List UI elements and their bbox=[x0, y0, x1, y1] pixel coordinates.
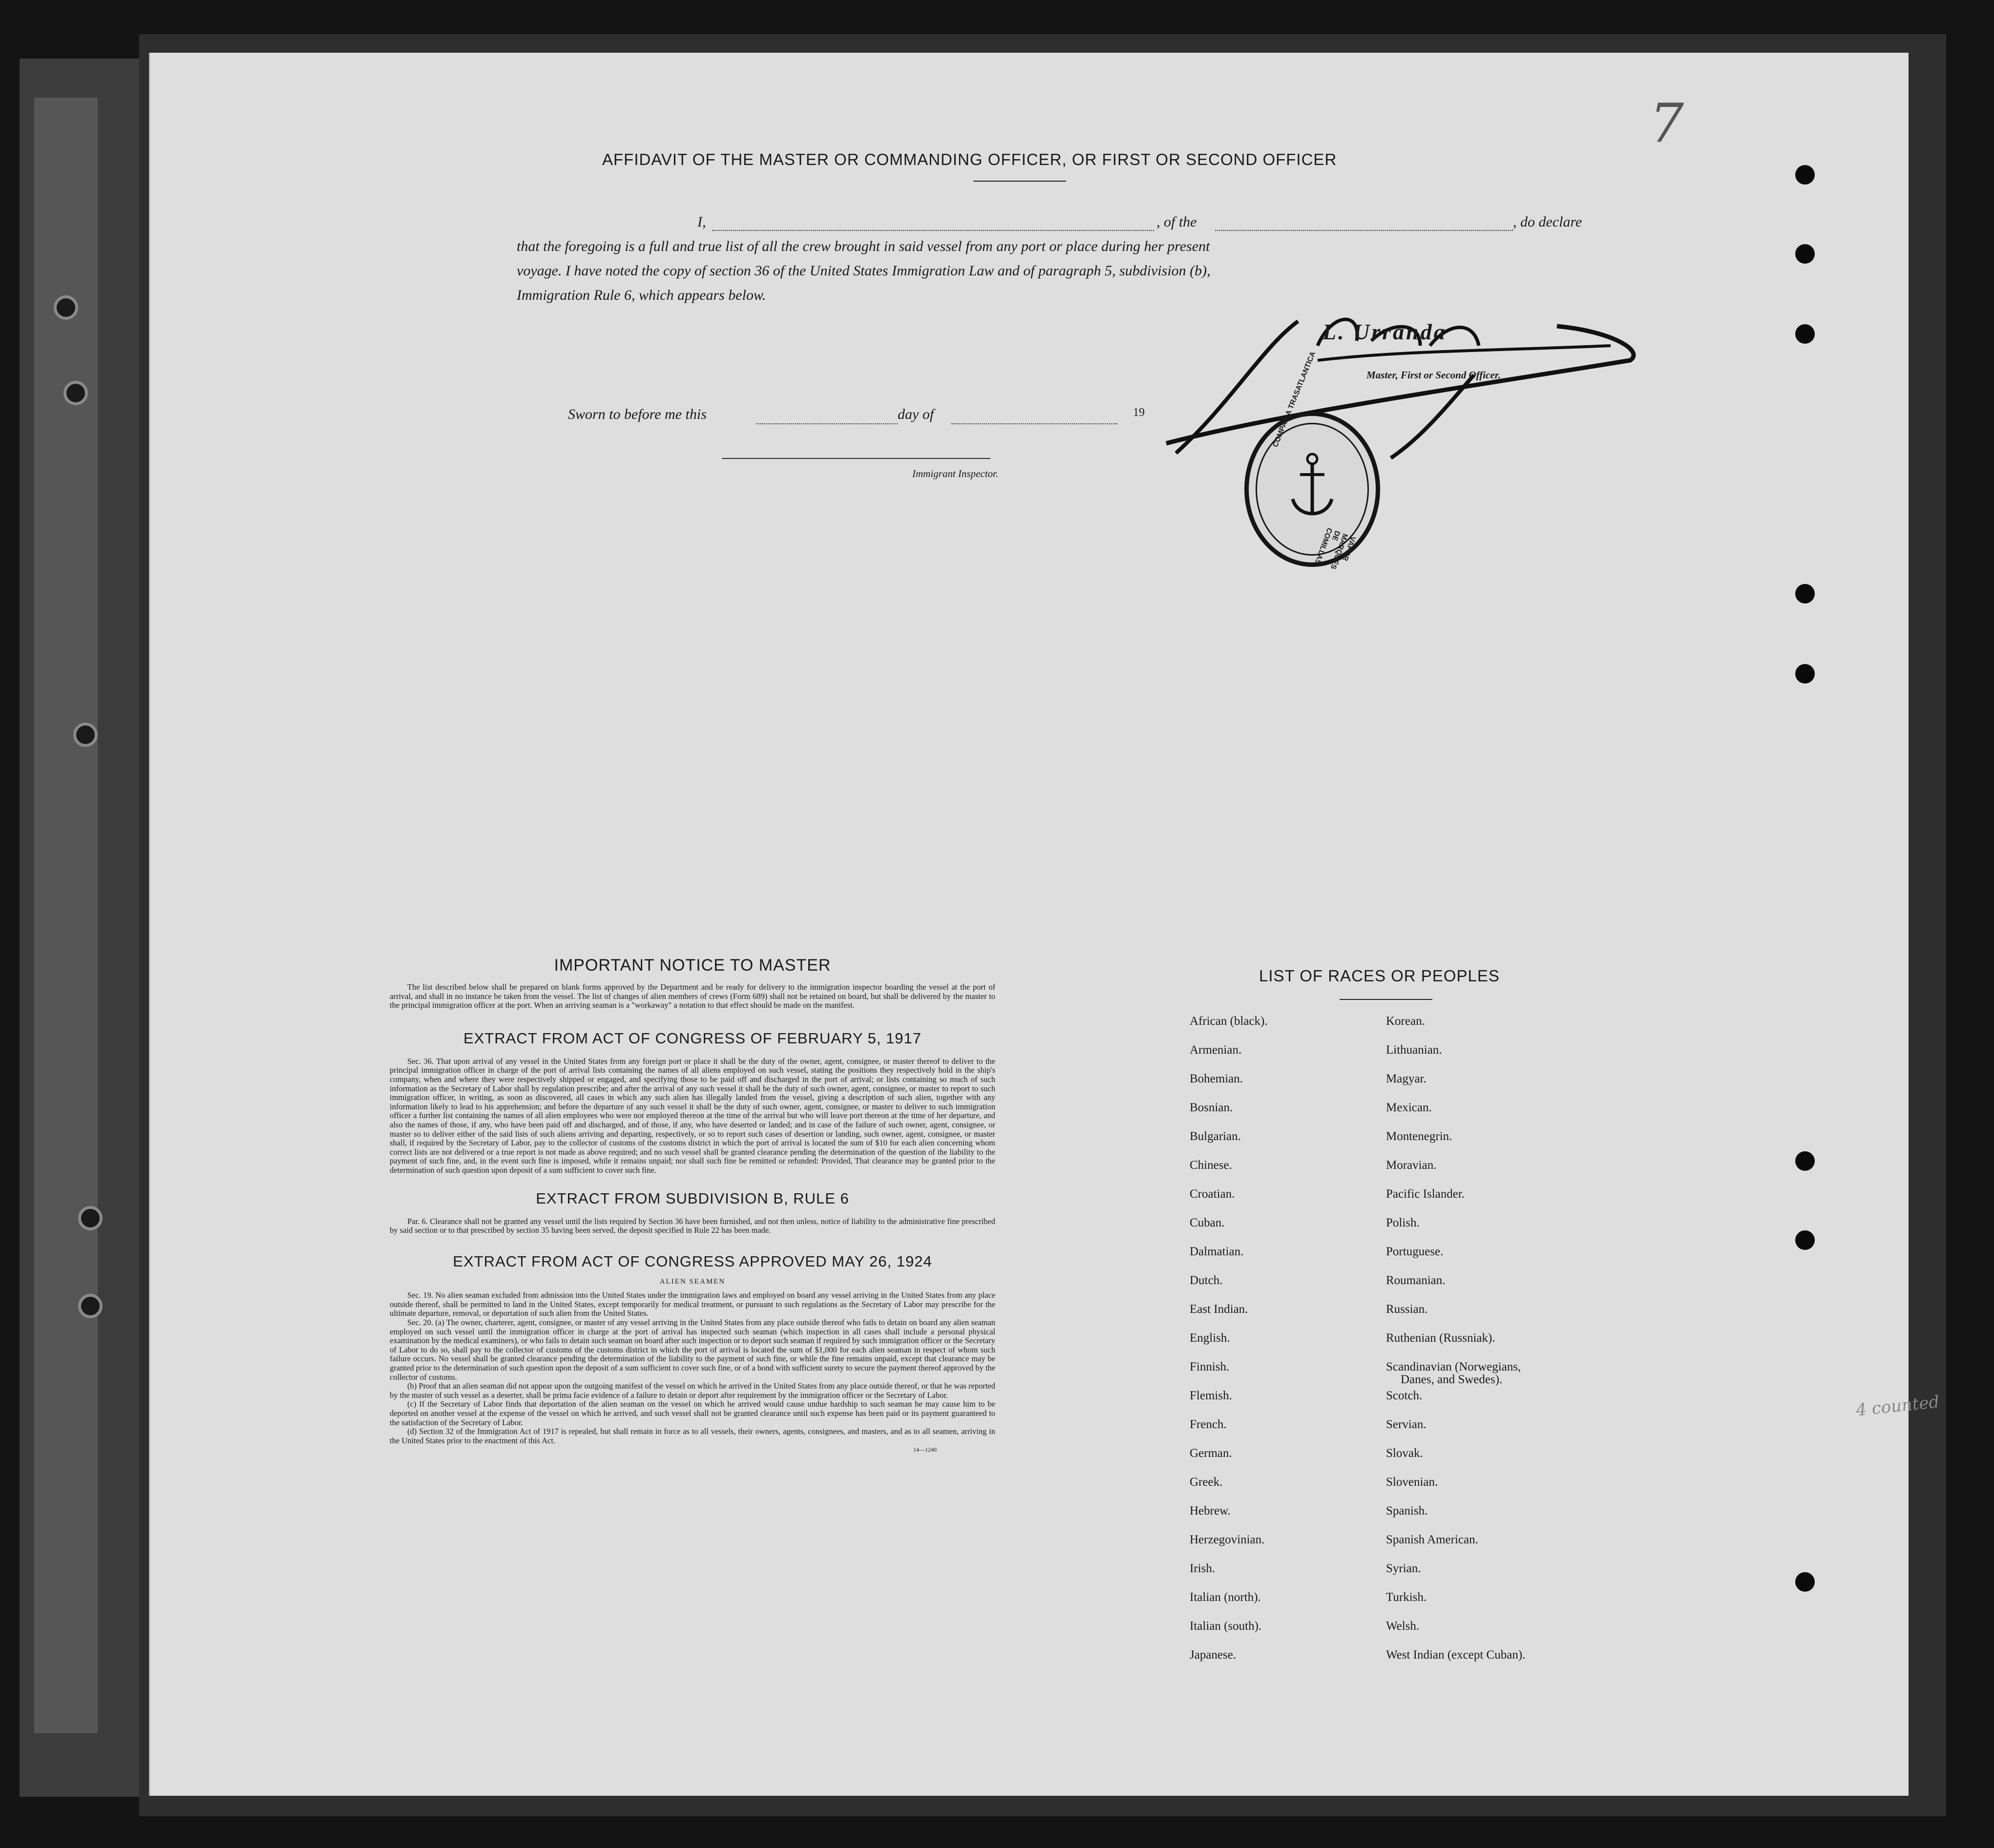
race-item: Bosnian. bbox=[1190, 1101, 1233, 1114]
inspector-caption: Immigrant Inspector. bbox=[912, 468, 999, 479]
company-seal bbox=[1244, 350, 1380, 571]
race-item: Mexican. bbox=[1386, 1101, 1432, 1114]
race-item: Scandinavian (Norwegians, bbox=[1386, 1360, 1521, 1373]
race-item: Cuban. bbox=[1190, 1216, 1225, 1229]
punch-hole bbox=[1795, 244, 1815, 264]
extract-1917-title: EXTRACT FROM ACT OF CONGRESS OF FEBRUARY 5, 1917 bbox=[463, 1029, 922, 1047]
punch-hole bbox=[1795, 324, 1815, 344]
inspector-signature-line bbox=[722, 458, 990, 459]
race-item: Syrian. bbox=[1386, 1562, 1421, 1575]
document-page bbox=[149, 53, 1909, 1796]
races-title-rule bbox=[1340, 999, 1432, 1000]
extract-1924-sec20c: (c) If the Secretary of Labor finds that deportation of the alien seaman on the vessel on which he arrived would cause undue hardship to such seaman he may cause him to be deported on another vessel at the expense of the vessel on which he arrived, and such vessel shall not be granted clearance until such expense has been paid or its payment guaranteed to the satisfaction of the Secretary of Labor. bbox=[390, 1399, 995, 1427]
race-item: Lithuanian. bbox=[1386, 1043, 1442, 1057]
punch-hole bbox=[1795, 1151, 1815, 1171]
race-item: Pacific Islander. bbox=[1386, 1187, 1465, 1201]
binder-ring-hole bbox=[54, 295, 78, 320]
race-item: Slovenian. bbox=[1386, 1475, 1438, 1489]
race-item: Finnish. bbox=[1190, 1360, 1230, 1373]
title-rule bbox=[973, 181, 1066, 182]
sworn-label: Sworn to before me this bbox=[568, 406, 707, 422]
race-item: Italian (south). bbox=[1190, 1620, 1262, 1633]
race-item: Chinese. bbox=[1190, 1159, 1232, 1172]
extract-rule6-body: Par. 6. Clearance shall not be granted any vessel until the lists required by Section 36 have been furnished, and not then unless, notice of liability to the administrative fine prescribed by said section or to that prescribed by section 35 having been served, the deposit specified in Rule 22 has been made. bbox=[390, 1216, 995, 1235]
race-item: Magyar. bbox=[1386, 1072, 1427, 1085]
race-item: Ruthenian (Russniak). bbox=[1386, 1331, 1495, 1345]
race-item: Slovak. bbox=[1386, 1447, 1423, 1460]
signature: L. Urranda bbox=[1322, 319, 1447, 344]
race-item: French. bbox=[1190, 1418, 1227, 1431]
sworn-day-blank bbox=[756, 418, 898, 427]
affidavit-line-4: Immigration Rule 6, which appears below. bbox=[517, 287, 766, 303]
affidavit-do-declare: , do declare bbox=[1513, 214, 1582, 230]
race-item: Polish. bbox=[1386, 1216, 1420, 1229]
punch-hole bbox=[1795, 1230, 1815, 1250]
race-item: Flemish. bbox=[1190, 1389, 1232, 1402]
punch-hole bbox=[1795, 165, 1815, 185]
race-item: Turkish. bbox=[1386, 1591, 1427, 1604]
race-item: Greek. bbox=[1190, 1475, 1223, 1489]
extract-1924-title: EXTRACT FROM ACT OF CONGRESS APPROVED MAY 26, 1924 bbox=[453, 1252, 932, 1270]
sworn-month-blank bbox=[951, 418, 1117, 427]
race-item: Danes, and Swedes). bbox=[1401, 1373, 1503, 1386]
day-of-label: day of bbox=[898, 406, 934, 422]
race-item: Bohemian. bbox=[1190, 1072, 1243, 1085]
page-number-mark: 7 bbox=[1650, 92, 1684, 154]
races-title: LIST OF RACES OR PEOPLES bbox=[1259, 967, 1500, 985]
race-item: Spanish American. bbox=[1386, 1533, 1478, 1546]
race-item: Armenian. bbox=[1190, 1043, 1242, 1057]
form-number: 14—1240 bbox=[913, 1446, 937, 1453]
race-item: Roumanian. bbox=[1386, 1274, 1446, 1287]
punch-hole bbox=[1795, 584, 1815, 603]
race-item: Herzegovinian. bbox=[1190, 1533, 1265, 1546]
affidavit-title: AFFIDAVIT OF THE MASTER OR COMMANDING OFFICER, OR FIRST OR SECOND OFFICER bbox=[602, 150, 1337, 168]
race-item: Korean. bbox=[1386, 1015, 1425, 1028]
race-item: Montenegrin. bbox=[1386, 1130, 1452, 1143]
binder-strip bbox=[34, 98, 98, 1733]
race-item: Japanese. bbox=[1190, 1648, 1237, 1661]
affidavit-line-3: voyage. I have noted the copy of section 36 of the United States Immigration Law and of paragraph 5, subdivision (b), bbox=[517, 263, 1211, 279]
punch-hole bbox=[1795, 664, 1815, 684]
race-item: Portuguese. bbox=[1386, 1245, 1444, 1258]
race-item: Bulgarian. bbox=[1190, 1130, 1241, 1143]
extract-1924-sec20d: (d) Section 32 of the Immigration Act of 1917 is repealed, but shall remain in force as to all vessels, their owners, agents, consignees, and masters, and as to all seamen, arriving in the United States prior to the enactment of this Act. bbox=[390, 1427, 995, 1445]
race-item: Dutch. bbox=[1190, 1274, 1223, 1287]
margin-note: 4 counted bbox=[1855, 1392, 1940, 1420]
seal-top-text: COMPAÑIA TRASATLANTICA bbox=[1271, 350, 1318, 449]
race-item: Hebrew. bbox=[1190, 1504, 1231, 1517]
race-item: Welsh. bbox=[1386, 1620, 1420, 1633]
extract-1924-sec19: Sec. 19. No alien seaman excluded from admission into the United States under the immigration laws and employed on board any vessel arriving in the United States from any place outside thereof, shall be permitted to land in the United States, except temporarily for medical treatment, or pursuant to such regulations as the Secretary of Labor may prescribe for the ultimate departure, removal, or deportation of such alien from the United States. bbox=[390, 1290, 995, 1318]
extract-1924-sec20b: (b) Proof that an alien seaman did not appear upon the outgoing manifest of the vessel on which he arrived in the United States from any place outside thereof, or that he was reported by the master of such vessel as a deserter, shall be prima facie evidence of a failure to detain or deport after requirement by the immigration officer or the Secretary of Labor. bbox=[390, 1381, 995, 1400]
notice-body: The list described below shall be prepared on blank forms approved by the Department and be ready for delivery to the immigration inspector boarding the vessel at the port of arrival, and shall in no instance be taken from the vessel. The list of changes of alien members of crews (Form 689) shall not be retained on board, but shall be delivered by the master to the principal immigration officer at the port. When an arriving seaman is a "workaway" a notation to that effect should be made on the manifest. bbox=[390, 982, 995, 1010]
extract-1917-body: Sec. 36. That upon arrival of any vessel in the United States from any foreign port or place it shall be the duty of the owner, agent, consignee, or master thereof to deliver to the principal immigration officer in charge of the port of arrival lists containing the names of all aliens employed on such vessel, stating the positions they respectively hold in the ship's company, when and where they were respectively shipped or engaged, and specifying those to be paid off and discharged in the port of arrival; or lists containing so much of such information as the Secretary of Labor shall by regulation prescribe; and after the arrival of any such vessel it shall be the duty of such owner, agent, consignee, or master to report to such immigration officer, in writing, as soon as discovered, all cases in which any such alien has illegally landed from the vessel, giving a description of such alien, together with any information likely to lead to his apprehension; and before the departure of any such vessel it shall be the duty of such owner, agent, consignee, or master to deliver to such immigration officer a further list containing the names of all alien employees who were not employed thereon at the time of the arrival but who will leave port thereon at the time of her departure, and also the names of those, if any, who have been paid off and discharged, and of those, if any, who have deserted or landed; and in case of the failure of such owner, agent, consignee, or master so to deliver either of the said lists of such aliens arriving and departing, respectively, or so to report such cases of desertion or landing, such owner, agent, consignee, or master shall, if required by the Secretary of Labor, pay to the collector of customs of the customs district in which the port of arrival is located the sum of $10 for each alien concerning whom correct lists are not delivered or a true report is not made as above required; and no such vessel shall be granted clearance pending the determination of the question of the liability to the payment of such fine, and, in the event such fine is imposed, while it remains unpaid; nor shall such fine be remitted or refunded: Provided, That clearance may be granted prior to the determination of such question upon deposit of a sum sufficient to cover such fine. bbox=[390, 1056, 995, 1175]
race-item: English. bbox=[1190, 1331, 1230, 1345]
signature-caption: Master, First or Second Officer. bbox=[1366, 369, 1501, 381]
race-item: Spanish. bbox=[1386, 1504, 1428, 1517]
race-item: German. bbox=[1190, 1447, 1232, 1460]
race-item: Scotch. bbox=[1386, 1389, 1423, 1402]
affidavit-line-2: that the foregoing is a full and true list of all the crew brought in said vessel from any port or place during her present bbox=[517, 238, 1210, 254]
race-item: West Indian (except Cuban). bbox=[1386, 1648, 1526, 1661]
punch-hole bbox=[1795, 1572, 1815, 1592]
race-item: Russian. bbox=[1386, 1303, 1428, 1316]
anchor-icon bbox=[1288, 450, 1337, 523]
race-item: Italian (north). bbox=[1190, 1591, 1261, 1604]
race-item: East Indian. bbox=[1190, 1303, 1248, 1316]
binder-ring-hole bbox=[63, 381, 88, 405]
race-item: Moravian. bbox=[1386, 1159, 1437, 1172]
race-item: Servian. bbox=[1386, 1418, 1427, 1431]
binder-ring-hole bbox=[78, 1294, 103, 1318]
extract-rule6-title: EXTRACT FROM SUBDIVISION B, RULE 6 bbox=[536, 1189, 849, 1207]
extract-1924-subtitle: ALIEN SEAMEN bbox=[659, 1277, 726, 1286]
binder-ring-hole bbox=[73, 723, 98, 747]
year-prefix: 19 bbox=[1133, 406, 1145, 419]
seal-bottom-text: VAPOR MARQUÉS DE COMILLAS bbox=[1313, 526, 1357, 571]
name-blank bbox=[712, 225, 1154, 233]
race-item: Dalmatian. bbox=[1190, 1245, 1244, 1258]
binder-ring-hole bbox=[78, 1206, 103, 1230]
notice-title: IMPORTANT NOTICE TO MASTER bbox=[554, 956, 831, 975]
race-item: African (black). bbox=[1190, 1015, 1268, 1028]
vessel-blank bbox=[1215, 225, 1513, 233]
affidavit-of-the: , of the bbox=[1156, 214, 1197, 230]
race-item: Irish. bbox=[1190, 1562, 1216, 1575]
race-item: Croatian. bbox=[1190, 1187, 1235, 1201]
affidavit-i: I, bbox=[697, 214, 706, 230]
extract-1924-sec20a: Sec. 20. (a) The owner, charterer, agent, consignee, or master of any vessel arriving in the United States from any place outside thereof who fails to detain on board any alien seaman employed on such vessel until the immigration officer in charge at the port of arrival has inspected such seaman (which inspection in all cases shall include a personal physical examination by the medical examiners), or who fails to detain such seaman on board after such inspection or to deport such seaman if required by such immigration officer or the Secretary of Labor to do so, shall pay to the collector of customs of the customs district in which the port of arrival is located the sum of $1,000 for each alien seaman in respect of whom such failure occurs. No vessel shall be granted clearance pending the determination of the liability to the payment of such fine, or while the fine remains unpaid, except that clearance may be granted prior to the determination of such question upon the deposit of a sum sufficient to cover such fine, or of a bond with sufficient surety to secure the payment thereof approved by the collector of customs. bbox=[390, 1318, 995, 1382]
